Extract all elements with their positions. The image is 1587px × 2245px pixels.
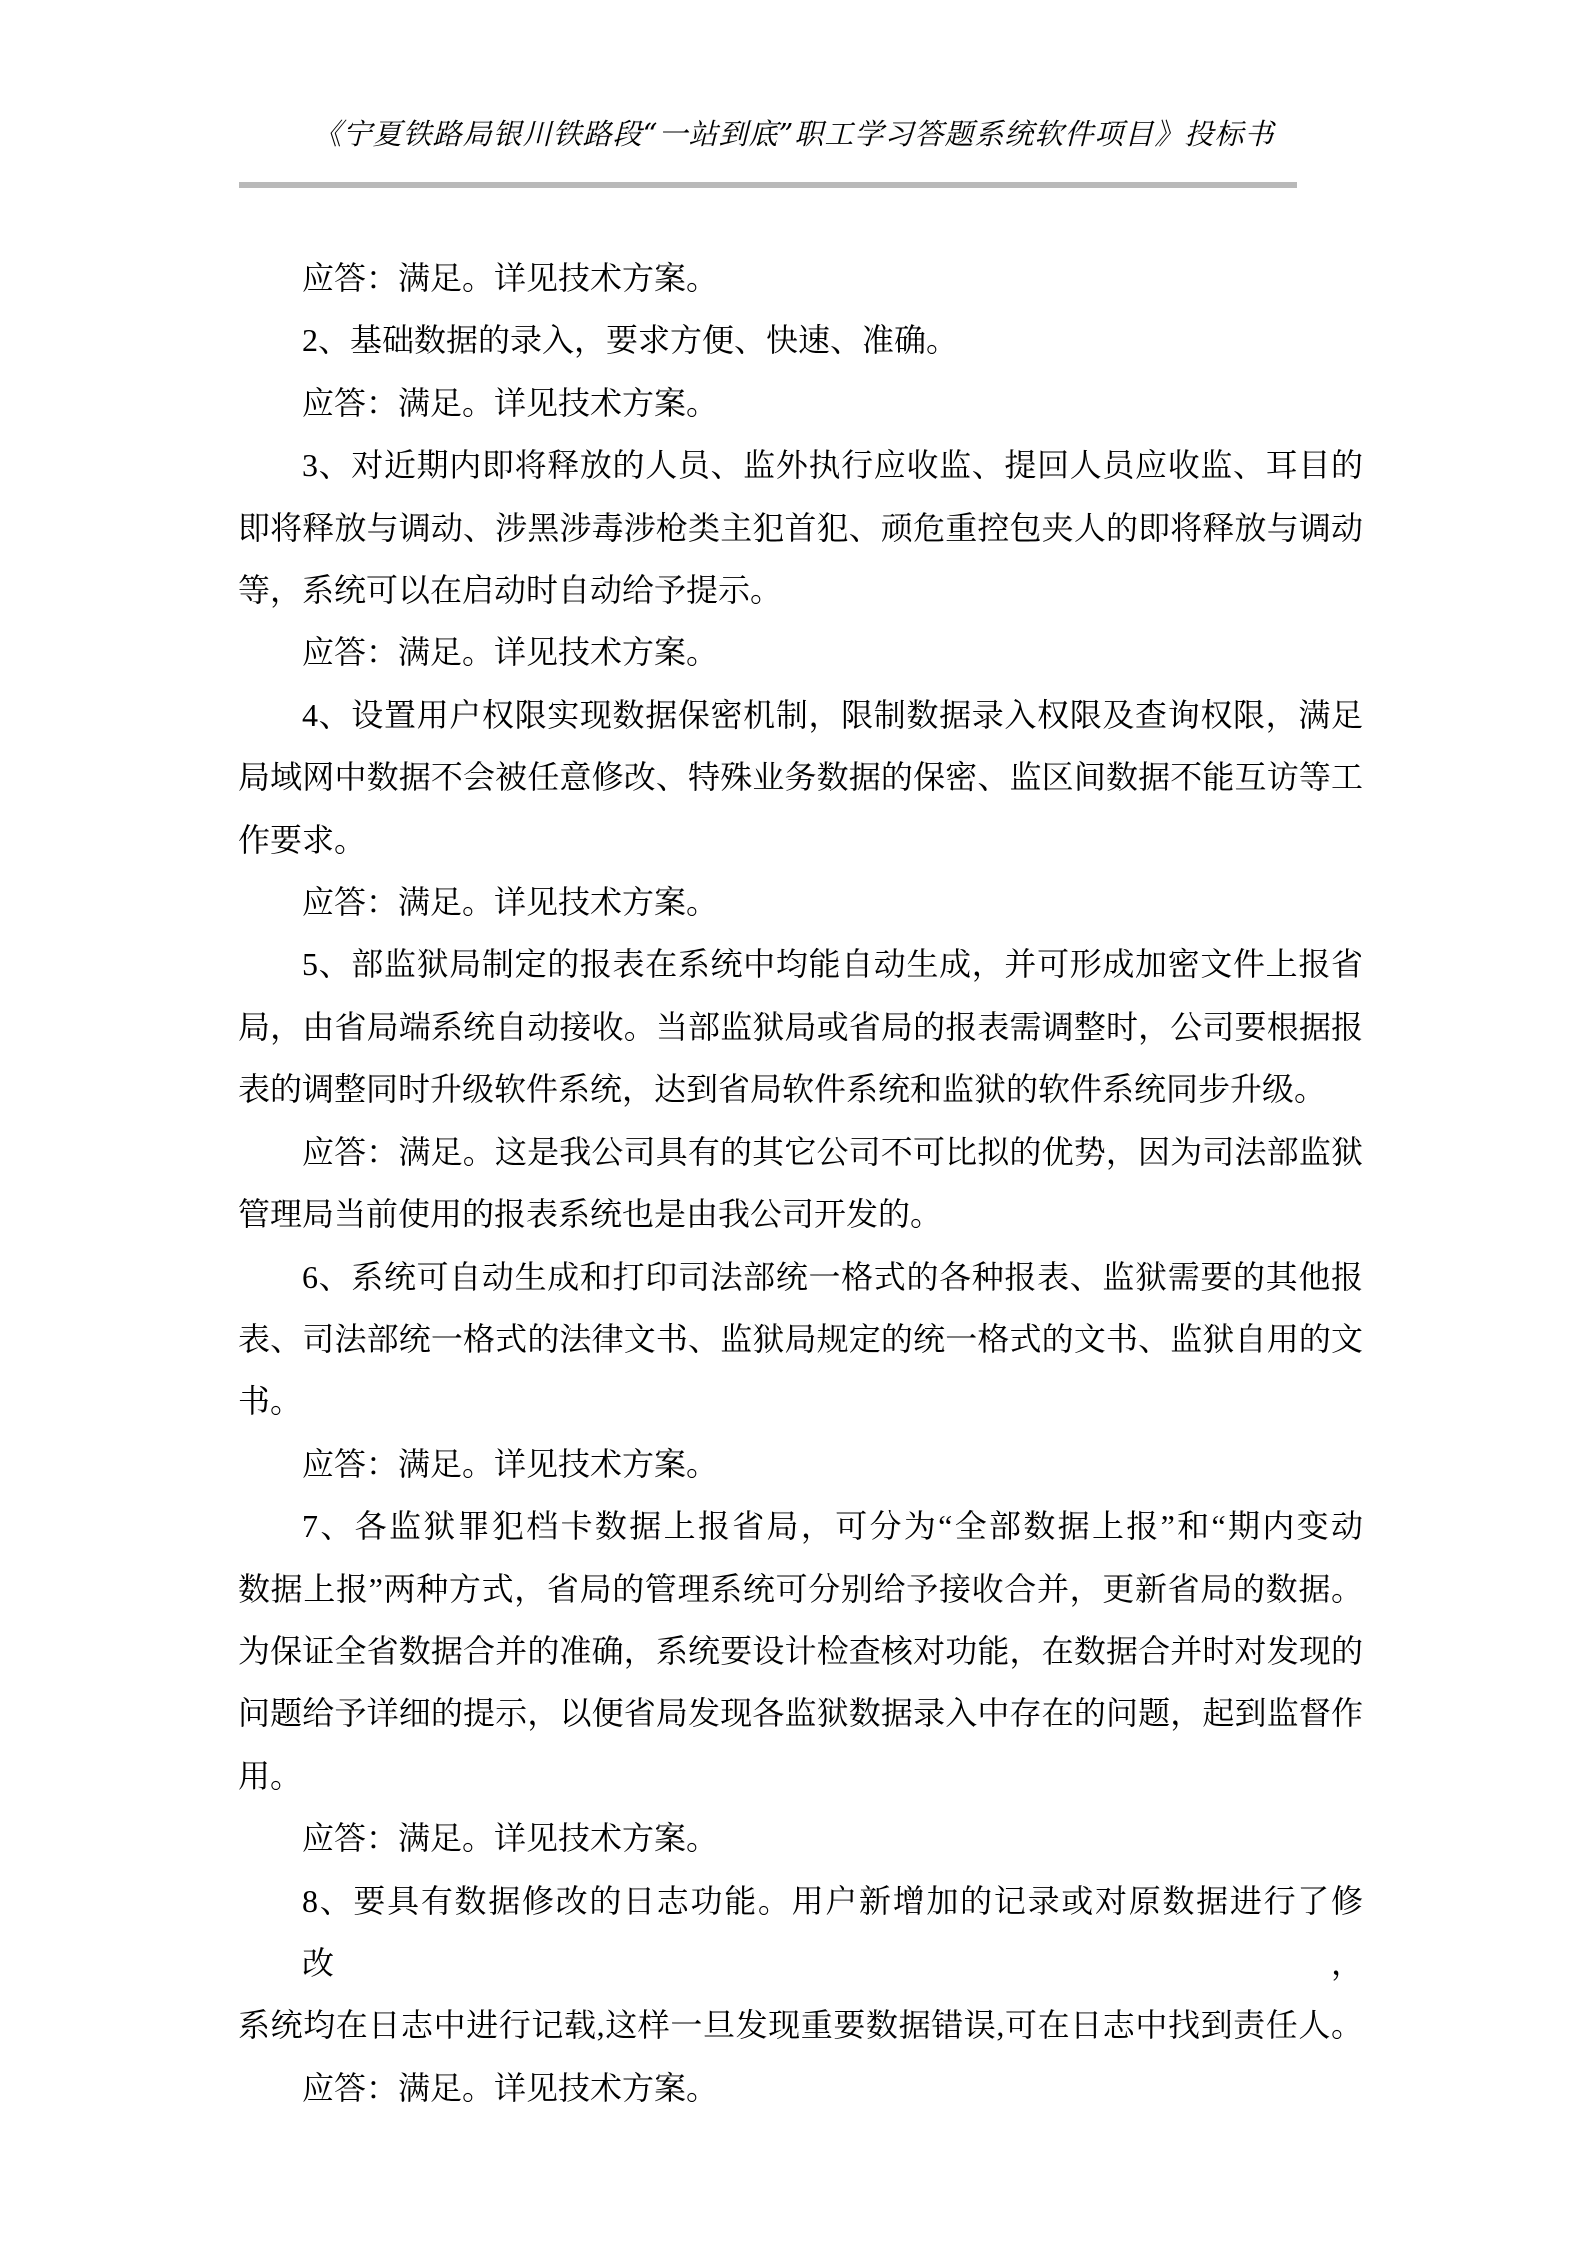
header-divider-rule bbox=[239, 182, 1297, 188]
text-line: 局，由省局端系统自动接收。当部监狱局或省局的报表需调整时，公司要根据报 bbox=[238, 1008, 1363, 1045]
text-line: 等，系统可以在启动时自动给予提示。 bbox=[238, 572, 783, 609]
text-line: 4、设置用户权限实现数据保密机制，限制数据录入权限及查询权限，满足 bbox=[302, 696, 1363, 733]
text-line: 8、要具有数据修改的日志功能。用户新增加的记录或对原数据进行了修改， bbox=[302, 1882, 1363, 1981]
text-line: 2、基础数据的录入，要求方便、快速、准确。 bbox=[302, 322, 959, 359]
text-line: 表、司法部统一格式的法律文书、监狱局规定的统一格式的文书、监狱自用的文 bbox=[238, 1320, 1363, 1357]
page-header-title: 《宁夏铁路局银川铁路段“一站到底”职工学习答题系统软件项目》投标书 bbox=[312, 117, 1275, 151]
text-line: 应答：满足。详见技术方案。 bbox=[302, 1445, 719, 1482]
text-line: 应答：满足。这是我公司具有的其它公司不可比拟的优势，因为司法部监狱 bbox=[302, 1133, 1363, 1170]
text-line: 7、各监狱罪犯档卡数据上报省局，可分为“全部数据上报”和“期内变动 bbox=[302, 1508, 1363, 1545]
text-line: 用。 bbox=[238, 1757, 303, 1794]
text-line: 应答：满足。详见技术方案。 bbox=[302, 884, 719, 921]
text-line: 问题给予详细的提示，以便省局发现各监狱数据录入中存在的问题，起到监督作 bbox=[238, 1695, 1363, 1732]
text-line: 应答：满足。详见技术方案。 bbox=[302, 384, 719, 421]
text-line: 应答：满足。详见技术方案。 bbox=[302, 1820, 719, 1857]
text-line: 为保证全省数据合并的准确，系统要设计检查核对功能，在数据合并时对发现的 bbox=[238, 1632, 1363, 1669]
text-line: 3、对近期内即将释放的人员、监外执行应收监、提回人员应收监、耳目的 bbox=[302, 447, 1363, 484]
text-line: 书。 bbox=[238, 1383, 303, 1420]
text-line: 应答：满足。详见技术方案。 bbox=[302, 260, 719, 296]
text-line: 数据上报”两种方式，省局的管理系统可分别给予接收合并，更新省局的数据。 bbox=[238, 1570, 1363, 1607]
text-line: 管理局当前使用的报表系统也是由我公司开发的。 bbox=[238, 1196, 943, 1233]
text-line: 5、部监狱局制定的报表在系统中均能自动生成，并可形成加密文件上报省 bbox=[302, 946, 1363, 983]
text-line: 即将释放与调动、涉黑涉毒涉枪类主犯首犯、顽危重控包夹人的即将释放与调动 bbox=[238, 509, 1363, 546]
text-line: 表的调整同时升级软件系统，达到省局软件系统和监狱的软件系统同步升级。 bbox=[238, 1071, 1327, 1108]
text-line: 6、系统可自动生成和打印司法部统一格式的各种报表、监狱需要的其他报 bbox=[302, 1258, 1363, 1295]
text-line: 作要求。 bbox=[238, 821, 367, 858]
text-line: 应答：满足。详见技术方案。 bbox=[302, 634, 719, 671]
text-line: 应答：满足。详见技术方案。 bbox=[302, 2069, 719, 2106]
text-line: 系统均在日志中进行记载,这样一旦发现重要数据错误,可在日志中找到责任人。 bbox=[238, 2007, 1363, 2044]
document-body bbox=[238, 247, 1363, 2119]
text-line: 局域网中数据不会被任意修改、特殊业务数据的保密、监区间数据不能互访等工 bbox=[238, 759, 1363, 796]
